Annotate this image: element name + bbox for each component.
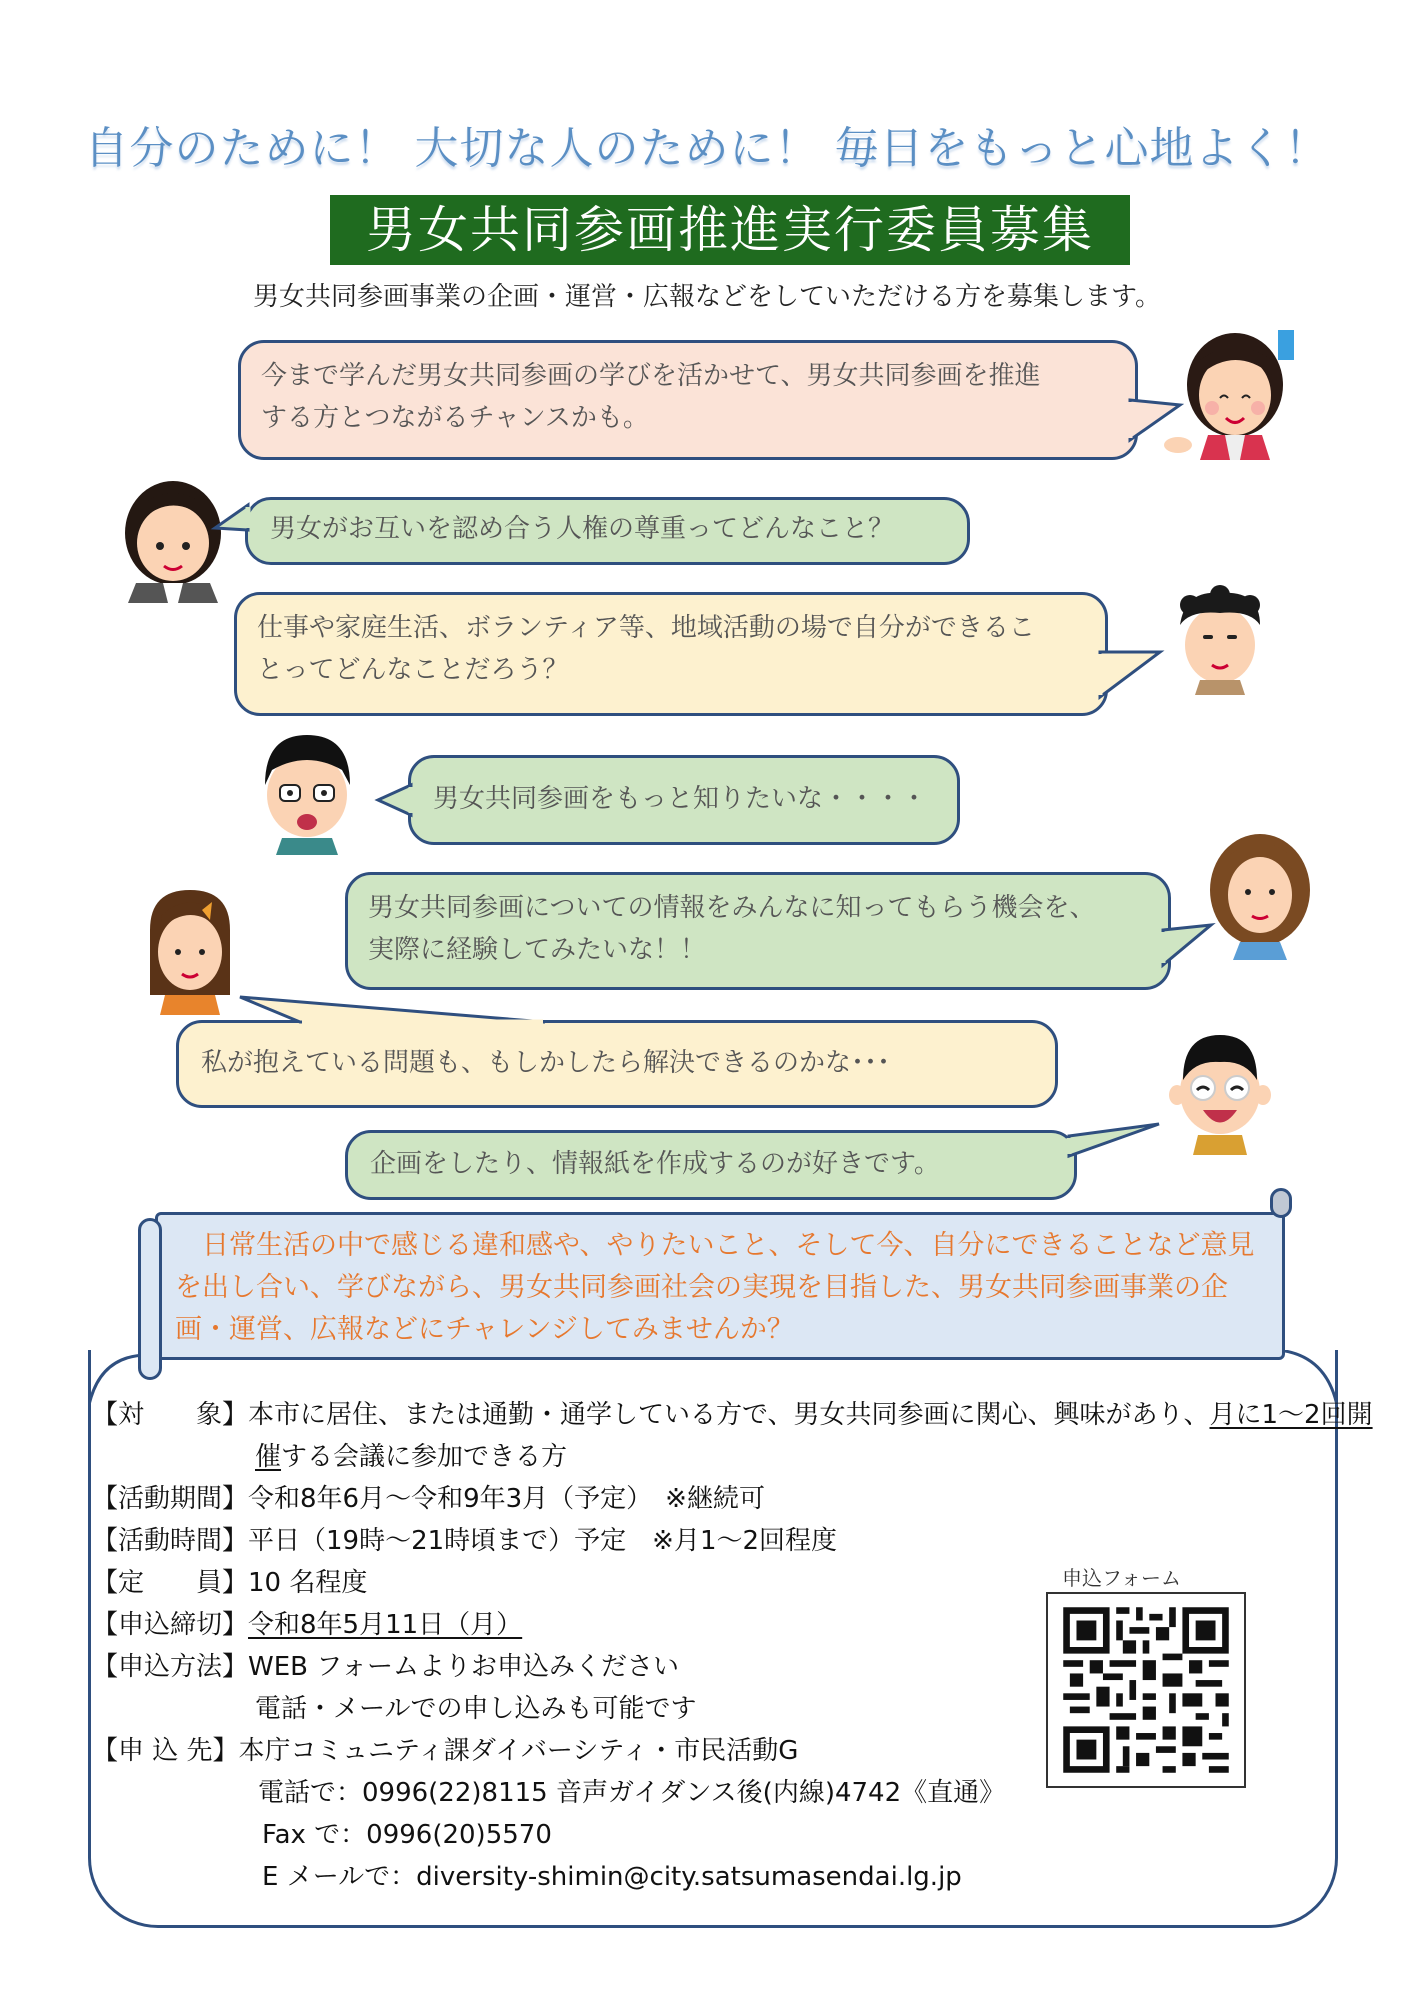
bubble-5-line1: 男女共同参画についての情報をみんなに知ってもらう機会を、: [368, 893, 1096, 923]
bubble-1-line2: する方とつながるチャンスかも。: [261, 403, 649, 433]
time-label: 【活動時間】: [92, 1526, 249, 1556]
tagline: 自分のために！ 大切な人のために！ 毎日をもっと心地よく！: [84, 123, 1330, 174]
bubble-2-line1: 男女がお互いを認め合う人権の尊重ってどんなこと？: [270, 514, 895, 544]
target-frequency-cont: 催: [255, 1442, 282, 1472]
capacity-label: 【定 員】: [92, 1568, 249, 1598]
woman-wavy-hair-avatar: [1205, 830, 1315, 960]
time-text: 平日（19時～21時頃まで）予定 ※月1～2回程度: [248, 1526, 838, 1556]
woman-pointing-avatar: [1160, 330, 1300, 460]
fax-number: Fax で：0996(20)5570: [262, 1820, 552, 1850]
method-row-2: 電話・メールでの申し込みも可能です: [255, 1694, 697, 1724]
target-frequency: 月に1～2回開: [1209, 1400, 1373, 1430]
period-label: 【活動期間】: [92, 1484, 249, 1514]
woman-short-hair-avatar: [118, 478, 228, 603]
man-glasses-avatar: [250, 730, 365, 855]
bubble-3-line1: 仕事や家庭生活、ボランティア等、地域活動の場で自分ができるこ: [257, 613, 1035, 643]
time-row: [92, 1520, 837, 1557]
woman-hairclip-avatar: [140, 890, 240, 1015]
speech-bubble-5: [345, 872, 1171, 990]
contact-text: 本庁コミュニティ課ダイバーシティ・市民活動G: [238, 1736, 799, 1766]
method-text: WEB フォームよりお申込みください: [248, 1652, 679, 1682]
period-row: [92, 1478, 765, 1515]
scroll-roll-right: [1270, 1188, 1292, 1218]
bubble-6-tail: [240, 995, 560, 1035]
qr-label: 申込フォーム: [1062, 1566, 1181, 1590]
bubble-5-line2: 実際に経験してみたいな！！: [368, 935, 707, 965]
bubble-7-tail: [1069, 1124, 1169, 1164]
bubble-2-tail: [215, 500, 255, 540]
phone-number[interactable]: 電話で：0996(22)8115 音声ガイダンス後(内線)4742《直通》: [258, 1778, 1006, 1808]
email-link[interactable]: E メールで：diversity-shimin@city.satsumasendai.lg.jp: [262, 1862, 962, 1892]
speech-bubble-1: [238, 340, 1138, 460]
man-curly-hair-avatar: [1165, 585, 1275, 695]
bubble-4-line1: 男女共同参画をもっと知りたいな・・・・: [433, 784, 928, 814]
subtitle: 男女共同参画事業の企画・運営・広報などをしていただける方を募集します。: [253, 282, 1161, 312]
method-row: [92, 1646, 679, 1683]
method-label: 【申込方法】: [92, 1652, 249, 1682]
contact-row: [92, 1730, 798, 1767]
page-title: 男女共同参画推進実行委員募集: [330, 195, 1130, 265]
man-round-glasses-avatar: [1165, 1030, 1275, 1155]
scroll-roll-left: [138, 1218, 162, 1380]
bubble-6-line1: 私が抱えている問題も、もしかしたら解決できるのかな･･･: [201, 1048, 891, 1078]
deadline-text: 令和8年5月11日（月）: [248, 1610, 523, 1640]
bubble-3-line2: とってどんなことだろう？: [257, 655, 569, 685]
speech-bubble-2: [245, 497, 970, 565]
qr-code[interactable]: [1046, 1592, 1246, 1788]
speech-bubble-7: [345, 1130, 1077, 1200]
speech-bubble-3: [234, 592, 1108, 716]
bubble-4-tail: [378, 780, 418, 820]
deadline-label: 【申込締切】: [92, 1610, 249, 1640]
contact-label: 【申 込 先】: [92, 1736, 239, 1766]
bubble-1-line1: 今まで学んだ男女共同参画の学びを活かせて、男女共同参画を推進: [261, 361, 1041, 391]
target-text-2: する会議に参加できる方: [281, 1442, 568, 1472]
capacity-text: 10 名程度: [248, 1568, 368, 1598]
qr-code-icon: [1048, 1594, 1244, 1786]
capacity-row: [92, 1562, 367, 1599]
banner-text: 日常生活の中で感じる違和感や、やりたいこと、そして今、自分にできることなど意見を出し合い、学びながら、男女共同参画社会の実現を目指した、男女共同参画事業の企画・運営、広報などにチャレンジしてみませんか？: [175, 1230, 1255, 1345]
deadline-row: [92, 1604, 522, 1641]
target-row-2: [255, 1436, 567, 1473]
speech-bubble-4: [408, 755, 960, 845]
period-text: 令和8年6月～令和9年3月（予定） ※継続可: [248, 1484, 765, 1514]
target-row: [92, 1394, 1373, 1431]
bubble-3-tail: [1100, 652, 1170, 712]
target-label: 【対 象】: [92, 1400, 249, 1430]
target-text: 本市に居住、または通勤・通学している方で、男女共同参画に関心、興味があり、: [248, 1400, 1210, 1430]
bubble-7-line1: 企画をしたり、情報紙を作成するのが好きです。: [370, 1149, 940, 1179]
